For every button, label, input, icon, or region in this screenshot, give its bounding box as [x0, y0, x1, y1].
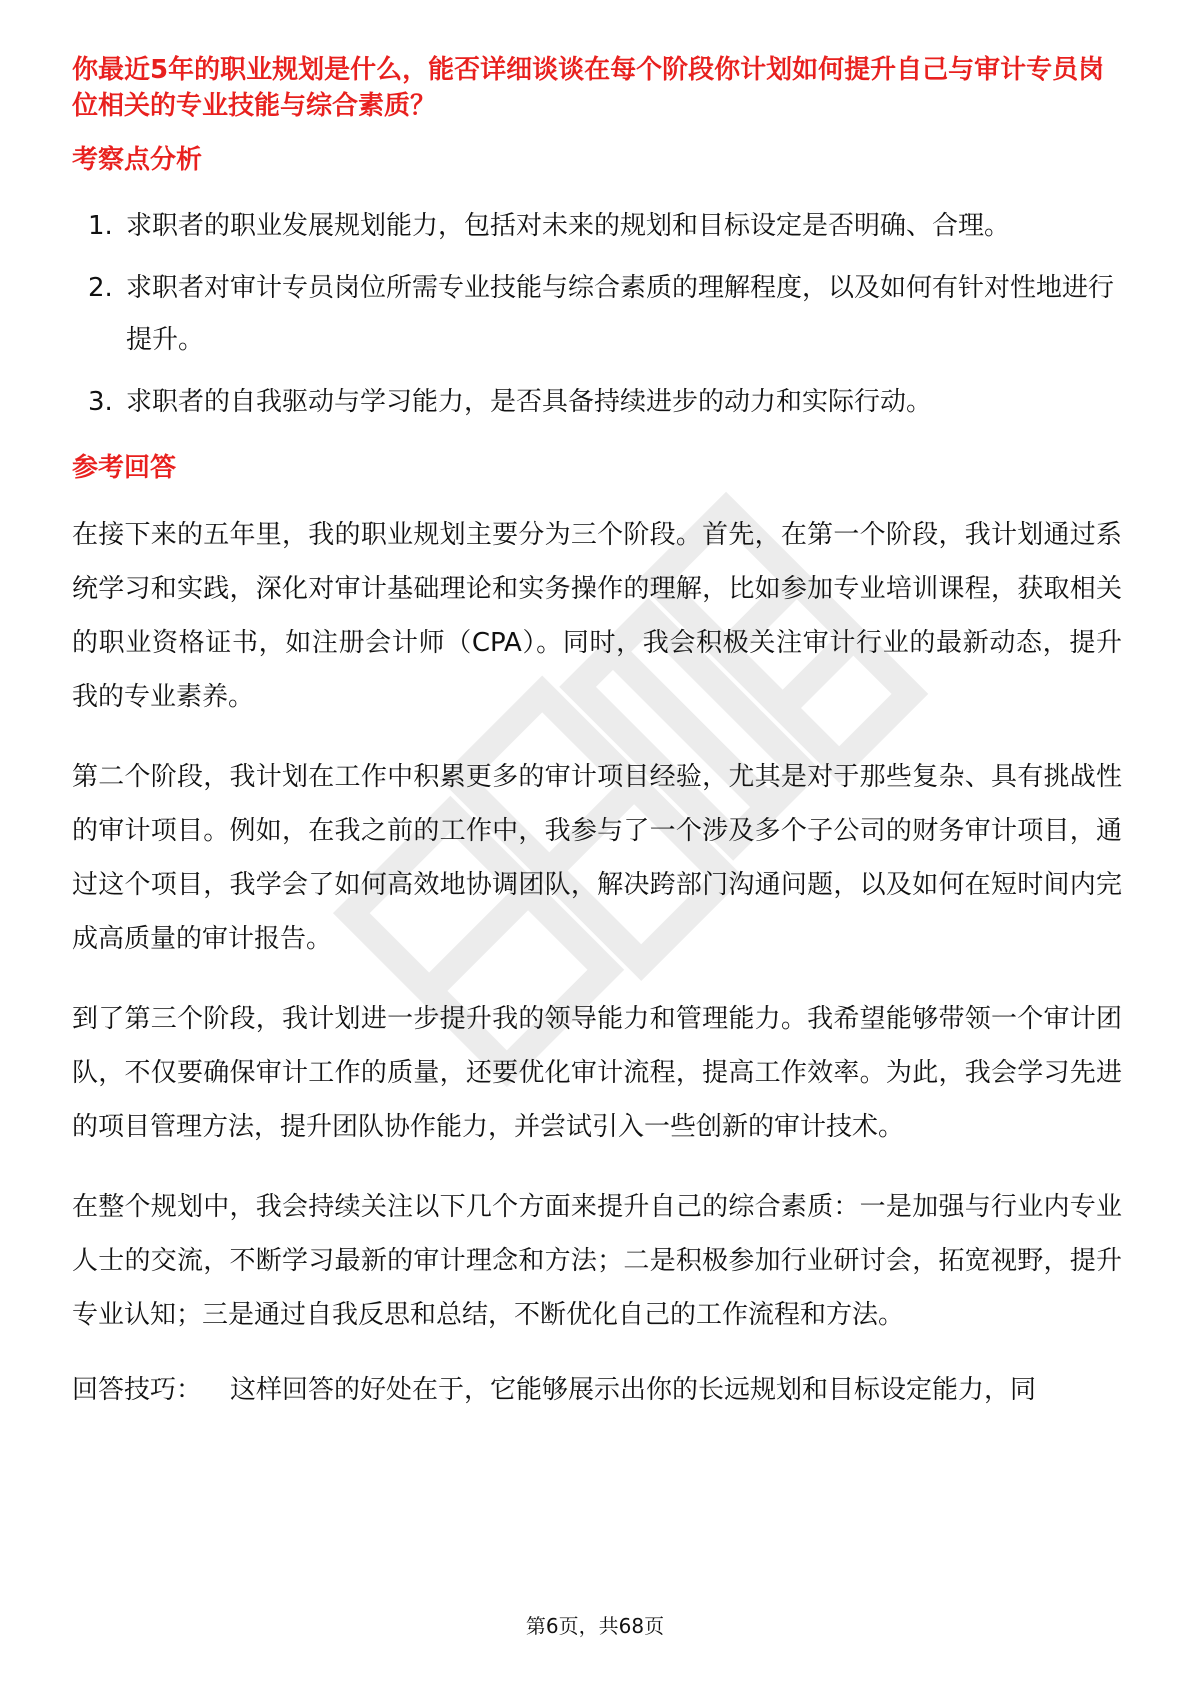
answer-section-title: 参考回答: [72, 453, 177, 483]
list-item-text: 求职者对审计专员岗位所需专业技能与综合素质的理解程度，以及如何有针对性地进行提升。: [126, 273, 1115, 355]
page-content: [72, 52, 1122, 1408]
page-footer: 第6页，共68页: [525, 1614, 665, 1638]
answer-tips: [72, 1372, 1122, 1408]
analysis-section-title: 考察点分析: [72, 145, 203, 175]
tips-label: 回答技巧：: [72, 1375, 203, 1405]
list-item: [72, 200, 1122, 252]
list-item-number: 3.: [88, 387, 113, 417]
list-item: [72, 262, 1122, 366]
list-item-number: 1.: [88, 211, 113, 241]
list-item-text: 求职者的自我驱动与学习能力，是否具备持续进步的动力和实际行动。: [126, 387, 933, 417]
list-item-text: 求职者的职业发展规划能力，包括对未来的规划和目标设定是否明确、合理。: [126, 211, 1011, 241]
analysis-points-list: [72, 200, 1122, 428]
answer-paragraph: 在整个规划中，我会持续关注以下几个方面来提升自己的综合素质：一是加强与行业内专业人士的交流，不断学习最新的审计理念和方法；二是积极参加行业研讨会，拓宽视野，提升专业认知；三是通过自我反思和总结，不断优化自己的工作流程和方法。: [72, 1192, 1122, 1330]
list-item: [72, 376, 1122, 428]
tips-text: 这样回答的好处在于，它能够展示出你的长远规划和目标设定能力，同: [230, 1375, 1037, 1405]
answer-paragraph: 在接下来的五年里，我的职业规划主要分为三个阶段。首先，在第一个阶段，我计划通过系统学习和实践，深化对审计基础理论和实务操作的理解，比如参加专业培训课程，获取相关的职业资格证书，如注册会计师（CPA）。同时，我会积极关注审计行业的最新动态，提升我的专业素养。: [72, 520, 1122, 712]
answer-paragraph: 到了第三个阶段，我计划进一步提升我的领导能力和管理能力。我希望能够带领一个审计团队，不仅要确保审计工作的质量，还要优化审计流程，提高工作效率。为此，我会学习先进的项目管理方法，提升团队协作能力，并尝试引入一些创新的审计技术。: [72, 1004, 1122, 1142]
list-item-number: 2.: [88, 273, 113, 303]
answer-paragraph: 第二个阶段，我计划在工作中积累更多的审计项目经验，尤其是对于那些复杂、具有挑战性的审计项目。例如，在我之前的工作中，我参与了一个涉及多个子公司的财务审计项目，通过这个项目，我学会了如何高效地协调团队，解决跨部门沟通问题，以及如何在短时间内完成高质量的审计报告。: [72, 762, 1122, 954]
question-heading: 你最近5年的职业规划是什么，能否详细谈谈在每个阶段你计划如何提升自己与审计专员岗位相关的专业技能与综合素质？: [72, 55, 1105, 121]
